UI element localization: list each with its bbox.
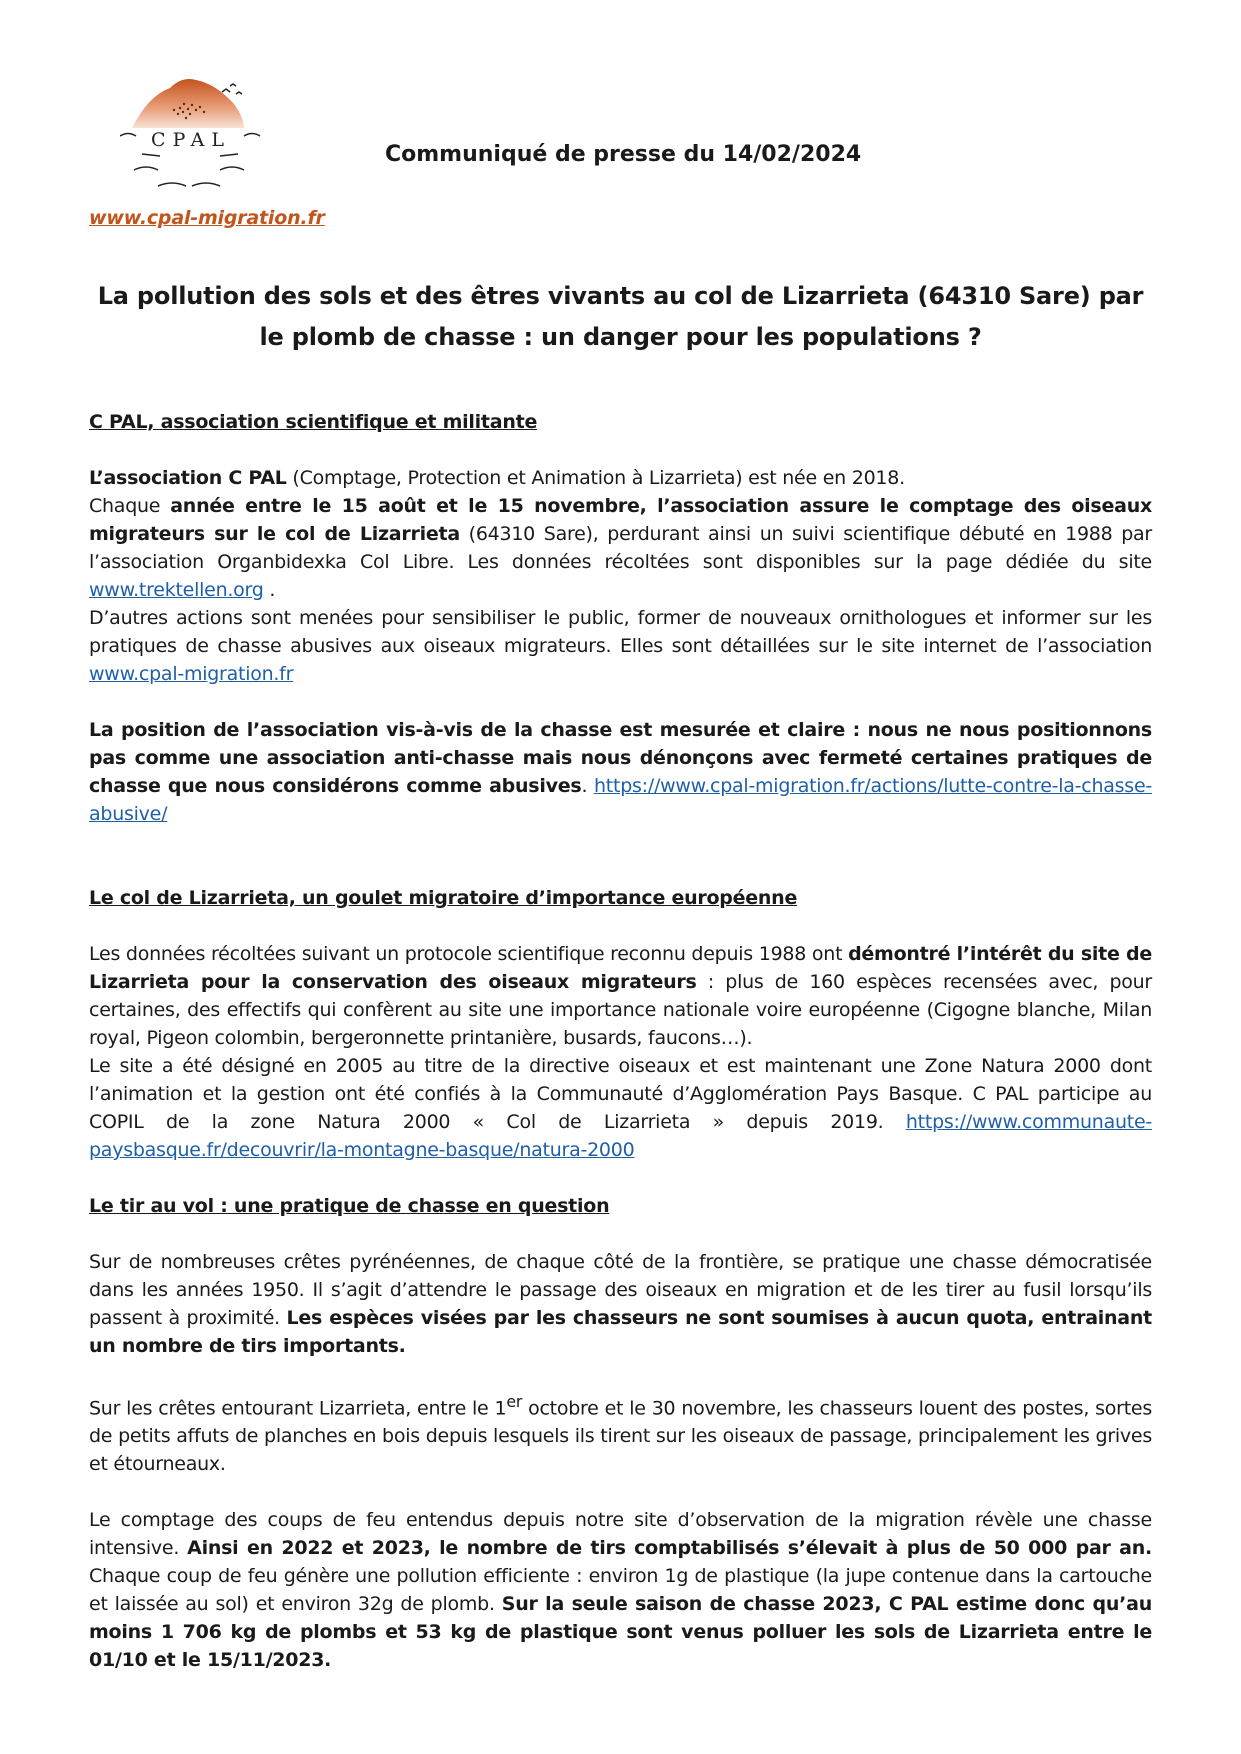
text-run: Le comptage des coups de feu entendus depuis notre site d’observation de la migration révèle une chasse intensive. bbox=[89, 1509, 1152, 1560]
logo-text: CPAL bbox=[151, 129, 231, 151]
bold-text: Sur la seule saison de chasse 2023, C PAL estime donc qu’au moins 1 706 kg de plombs et 53 kg de plastique sont venus polluer les sols de Lizarrieta entre le 01/10 et le 15/11/2023. bbox=[89, 1593, 1152, 1672]
text-run: D’autres actions sont menées pour sensibiliser le public, former de nouveaux ornithologues et informer sur les pratiques de chasse abusives aux oiseaux migrateurs. Elles sont détaillées sur le site internet de l’association bbox=[89, 607, 1152, 657]
text-run: Le site a été désigné en 2005 au titre de la directive oiseaux et est maintenant une Zone Natura 2000 dont l’animation et la gestion ont été confiés à la Communauté d’Agglomération Pays Basque. C PAL participe au COPIL de la zone Natura 2000 « Col de Lizarrieta » depuis 2019. bbox=[89, 1055, 1152, 1133]
document-body bbox=[89, 408, 1152, 1674]
text-run: octobre et le 30 novembre, les chasseurs louent des postes, sortes de petits affuts de planches en bois depuis lesquels ils tirent sur les oiseaux de passage, principalement les grives et étourneaux. bbox=[89, 1397, 1152, 1476]
cpal-logo bbox=[120, 74, 262, 206]
paragraph-association-intro bbox=[89, 464, 1152, 492]
text-run: : plus de 160 espèces recensées avec, pour certaines, des effectifs qui confèrent au site une importance nationale voire européenne (Cigogne blanche, Milan royal, Pigeon colombin, bergeronnette printanière, busards, faucons…). bbox=[89, 971, 1152, 1049]
text-run: Sur de nombreuses crêtes pyrénéennes, de chaque côté de la frontière, se pratique une chasse démocratisée dans les années 1950. Il s’agit d’attendre le passage des oiseaux en migration et de les tirer au fusil lorsqu’ils passent à proximité. bbox=[89, 1251, 1152, 1329]
text-run: . bbox=[581, 775, 594, 797]
press-release-date: Communiqué de presse du 14/02/2024 bbox=[385, 142, 862, 167]
text-run: . bbox=[263, 579, 276, 601]
superscript-text: er bbox=[506, 1392, 523, 1411]
bold-text: démontré l’intérêt du site de Lizarrieta pour la conservation des oiseaux migrateurs bbox=[89, 943, 1152, 993]
text-run: (Comptage, Protection et Animation à Lizarrieta) est née en 2018. bbox=[286, 467, 905, 489]
document-title: La pollution des sols et des êtres vivants au col de Lizarrieta (64310 Sare) par le plomb de chasse : un danger pour les populations ? bbox=[97, 282, 1144, 351]
text-run: Sur les crêtes entourant Lizarrieta, entre le 1 bbox=[89, 1397, 507, 1420]
section-heading-tir-au-vol: Le tir au vol : une pratique de chasse en question bbox=[89, 1195, 610, 1217]
paragraph-pyrenean-hunting bbox=[89, 1248, 1152, 1360]
text-run: Chaque bbox=[89, 495, 171, 517]
hyperlink[interactable]: https://www.cpal-migration.fr/actions/lutte-contre-la-chasse-abusive/ bbox=[89, 775, 1152, 825]
section-heading-lizarrieta: Le col de Lizarrieta, un goulet migratoire d’importance européenne bbox=[89, 887, 798, 909]
bold-text: L’association C PAL bbox=[89, 467, 287, 489]
text-run: Chaque coup de feu génère une pollution efficiente : environ 1g de plastique (la jupe contenue dans la cartouche et laissée au sol) et environ 32g de plomb. bbox=[89, 1565, 1152, 1616]
paragraph-counting bbox=[89, 492, 1152, 604]
section-heading-association: C PAL, association scientifique et militante bbox=[89, 411, 538, 433]
website-link[interactable]: www.cpal-migration.fr bbox=[89, 207, 325, 229]
paragraph-data-collected bbox=[89, 940, 1152, 1052]
paragraph-actions bbox=[89, 604, 1152, 688]
bold-text: année entre le 15 août et le 15 novembre, l’association assure le comptage des oiseaux migrateurs sur le col de Lizarrieta bbox=[89, 495, 1152, 545]
bold-text: Les espèces visées par les chasseurs ne sont soumises à aucun quota, entrainant un nombre de tirs importants. bbox=[89, 1307, 1152, 1357]
bold-text: La position de l’association vis-à-vis de la chasse est mesurée et claire : nous ne nous positionnons pas comme une association anti-chasse mais nous dénonçons avec fermeté certaines pratiques de chasse que nous considérons comme abusives bbox=[89, 719, 1152, 797]
bold-text: Ainsi en 2022 et 2023, le nombre de tirs comptabilisés s’élevait à plus de 50 000 par an. bbox=[187, 1537, 1152, 1560]
paragraph-natura-2000 bbox=[89, 1052, 1152, 1164]
paragraph-pollution-estimate bbox=[89, 1506, 1152, 1674]
hyperlink[interactable]: https://www.communaute-paysbasque.fr/decouvrir/la-montagne-basque/natura-2000 bbox=[89, 1111, 1152, 1161]
hyperlink[interactable]: www.cpal-migration.fr bbox=[89, 663, 294, 685]
paragraph-hunting-position bbox=[89, 716, 1152, 828]
text-run: (64310 Sare), perdurant ainsi un suivi scientifique débuté en 1988 par l’association Organbidexka Col Libre. Les données récoltées sont disponibles sur la page dédiée du site bbox=[89, 523, 1152, 573]
text-run: Les données récoltées suivant un protocole scientifique reconnu depuis 1988 ont bbox=[89, 943, 849, 965]
paragraph-hunting-posts bbox=[89, 1388, 1152, 1478]
hyperlink[interactable]: www.trektellen.org bbox=[89, 579, 264, 601]
